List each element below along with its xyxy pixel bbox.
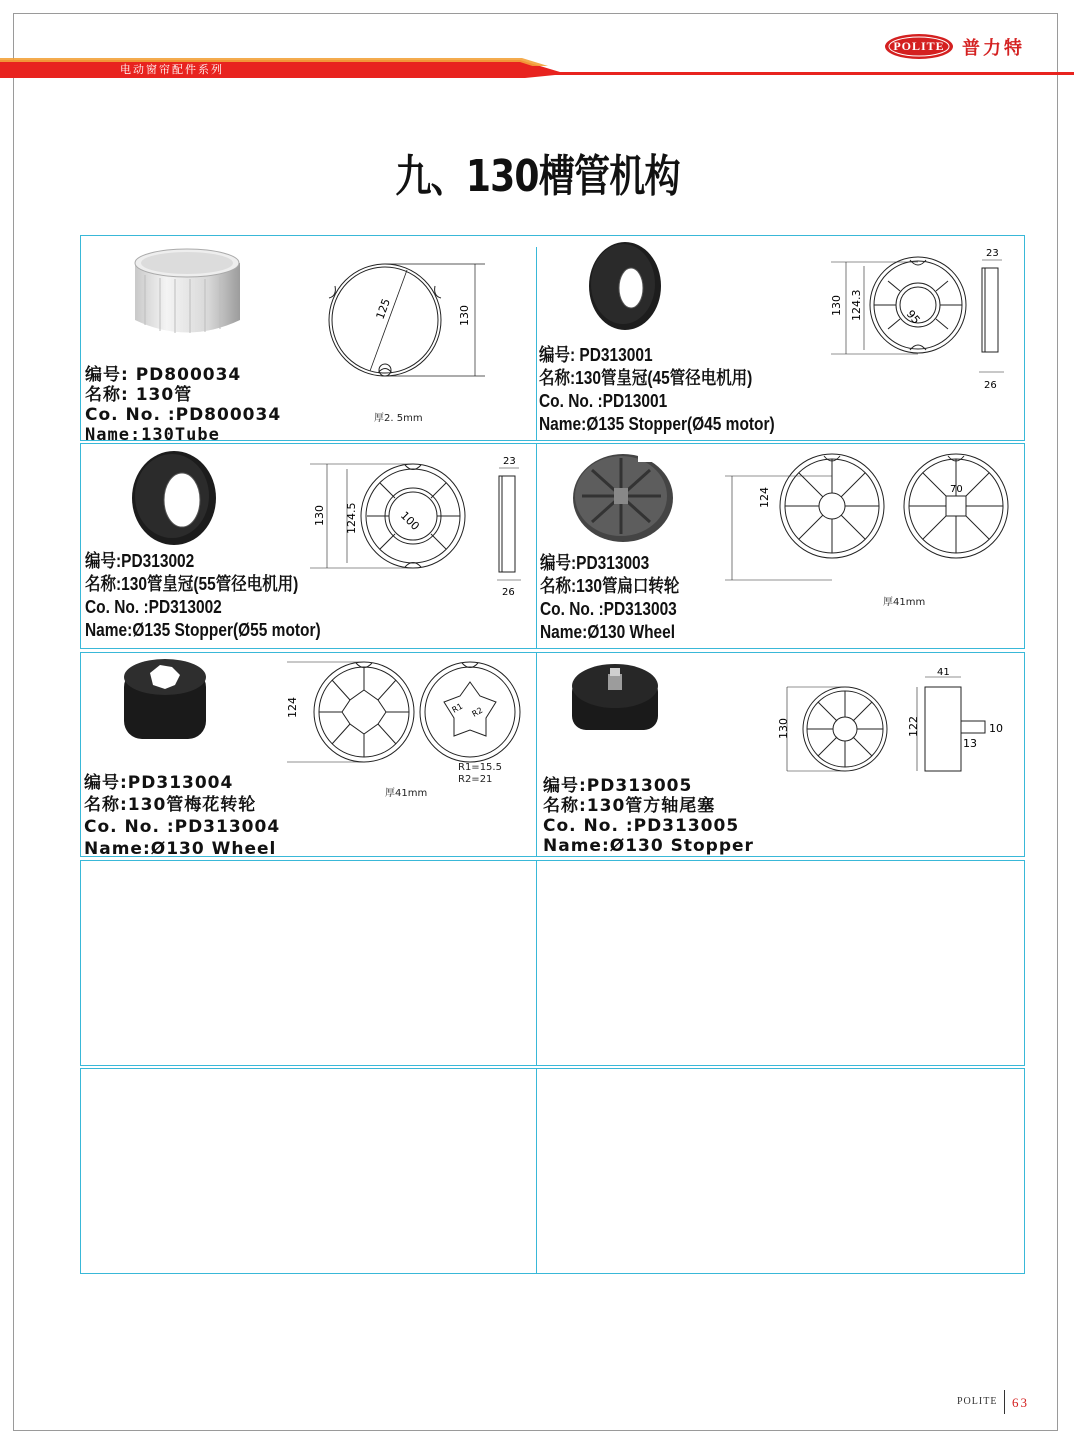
square-shaft-stopper-drawing bbox=[775, 665, 1015, 780]
dim-122: 122 bbox=[907, 716, 920, 737]
product-co-no: Co. No. :PD313003 bbox=[540, 599, 677, 619]
dim-41: 41 bbox=[937, 667, 950, 678]
tube-dim-125: 125 bbox=[373, 296, 394, 322]
product-info-pd800034 bbox=[85, 365, 281, 445]
product-info-pd313004 bbox=[84, 772, 280, 860]
row-divider bbox=[536, 860, 537, 1066]
product-name-cn: 名称:130管扁口转轮 bbox=[540, 576, 680, 596]
product-code: 编号:PD313002 bbox=[85, 551, 195, 571]
stopper-45-photo bbox=[585, 238, 665, 333]
product-code: 编号:PD313005 bbox=[543, 776, 693, 796]
flat-wheel-photo bbox=[568, 448, 678, 548]
flat-wheel-drawing bbox=[720, 452, 1020, 587]
tube-photo bbox=[130, 245, 245, 340]
product-info-pd313001 bbox=[539, 344, 775, 436]
product-code: 编号: PD313001 bbox=[539, 345, 653, 365]
product-name-cn: 名称:130管皇冠(45管径电机用) bbox=[539, 368, 753, 388]
tube-cross-section-drawing bbox=[325, 258, 515, 388]
dim-124: 124 bbox=[758, 487, 771, 508]
thickness-label: 厚41mm bbox=[385, 788, 428, 799]
product-info-pd313005 bbox=[543, 776, 754, 856]
dim-23: 23 bbox=[503, 456, 516, 467]
dim-23: 23 bbox=[986, 248, 999, 259]
dim-26: 26 bbox=[502, 587, 515, 598]
product-co-no: Co. No. :PD13001 bbox=[539, 391, 668, 411]
product-co-no: Co. No. :PD800034 bbox=[85, 405, 282, 425]
empty-row-4 bbox=[80, 860, 1025, 1066]
product-co-no: Co. No. :PD313002 bbox=[85, 597, 222, 617]
dim-124-3: 124.3 bbox=[850, 289, 863, 321]
product-name-en: Name:Ø130 Wheel bbox=[540, 622, 676, 642]
dim-124-5: 124.5 bbox=[345, 502, 358, 534]
row-divider bbox=[536, 247, 537, 441]
product-info-pd313002 bbox=[85, 550, 321, 642]
page-title: 九、130槽管机构 bbox=[395, 151, 680, 202]
dim-r1: R1 bbox=[450, 701, 465, 715]
product-name-cn: 名称: 130管 bbox=[85, 385, 193, 405]
radius-notes bbox=[458, 762, 502, 786]
product-name-cn: 名称:130管皇冠(55管径电机用) bbox=[85, 574, 299, 594]
dim-100: 100 bbox=[397, 508, 422, 533]
row-divider bbox=[536, 1068, 537, 1274]
footer-brand: POLITE bbox=[957, 1396, 998, 1407]
series-label: 电动窗帘配件系列 bbox=[120, 63, 224, 76]
product-name-en: Name:Ø130 Wheel bbox=[84, 839, 277, 859]
dim-10: 10 bbox=[989, 722, 1003, 735]
row-divider bbox=[536, 652, 537, 857]
dim-130: 130 bbox=[830, 295, 843, 316]
product-code: 编号:PD313003 bbox=[540, 553, 650, 573]
logo-text: POLITE bbox=[893, 39, 945, 53]
product-name-cn: 名称:130管方轴尾塞 bbox=[543, 796, 716, 816]
thickness-label: 厚41mm bbox=[883, 597, 926, 608]
product-co-no: Co. No. :PD313005 bbox=[543, 816, 740, 836]
product-name-en: Name:Ø135 Stopper(Ø55 motor) bbox=[85, 620, 321, 640]
dim-r2: R2 bbox=[470, 705, 485, 719]
product-name-cn: 名称:130管梅花转轮 bbox=[84, 795, 257, 815]
radius-r1: R1=15.5 bbox=[458, 762, 502, 773]
brand-name-cn: 普力特 bbox=[962, 38, 1025, 59]
square-shaft-stopper-photo bbox=[568, 660, 663, 745]
thickness-label: 厚2. 5mm bbox=[374, 413, 423, 424]
dim-130: 130 bbox=[777, 718, 790, 739]
dim-130: 130 bbox=[313, 505, 326, 526]
product-name-en: Name:130Tube bbox=[85, 425, 220, 445]
dim-95: 95 bbox=[903, 307, 923, 327]
product-co-no: Co. No. :PD313004 bbox=[84, 817, 281, 837]
stopper-55-photo bbox=[130, 448, 222, 548]
stopper-55-drawing bbox=[305, 452, 535, 602]
tube-dim-130: 130 bbox=[458, 305, 471, 326]
dim-26: 26 bbox=[984, 380, 997, 391]
footer-separator bbox=[1004, 1390, 1005, 1414]
product-code: 编号: PD800034 bbox=[85, 365, 242, 385]
stopper-45-drawing bbox=[826, 246, 1016, 391]
product-name-en: Name:Ø130 Stopper bbox=[543, 836, 754, 856]
page-number: 63 bbox=[1012, 1395, 1029, 1410]
dim-70: 70 bbox=[950, 484, 963, 495]
product-code: 编号:PD313004 bbox=[84, 773, 234, 793]
dim-13: 13 bbox=[963, 737, 977, 750]
product-info-pd313003 bbox=[540, 552, 679, 644]
row-divider bbox=[536, 443, 537, 649]
radius-r2: R2=21 bbox=[458, 774, 493, 785]
plum-wheel-photo bbox=[120, 655, 210, 745]
product-name-en: Name:Ø135 Stopper(Ø45 motor) bbox=[539, 414, 775, 434]
dim-124: 124 bbox=[286, 697, 299, 718]
empty-row-5 bbox=[80, 1068, 1025, 1274]
